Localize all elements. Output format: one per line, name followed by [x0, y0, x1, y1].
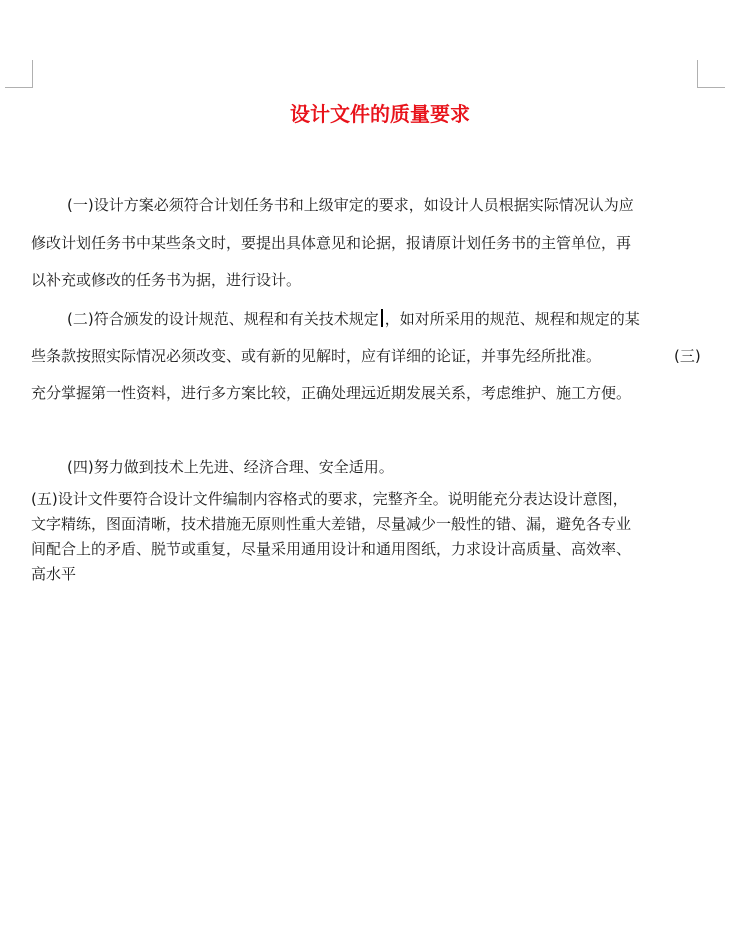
paragraph-2-line-1-text-a: (二)符合颁发的设计规范、规程和有关技术规定 [67, 310, 379, 328]
paragraph-1-line-1: (一)设计方案必须符合计划任务书和上级审定的要求，如设计人员根据实际情况认为应 [67, 196, 634, 214]
paragraph-5-line-2: 文字精练，图面清晰，技术措施无原则性重大差错，尽量减少一般性的错、漏，避免各专业 [31, 515, 632, 533]
paragraph-2-line-1-text-b: ，如对所采用的规范、规程和规定的某 [384, 310, 640, 328]
paragraph-2-line-1 [67, 308, 640, 329]
document-title: 设计文件的质量要求 [290, 102, 470, 126]
paragraph-3-line: 充分掌握第一性资料，进行多方案比较，正确处理远近期发展关系，考虑维护、施工方便。 [31, 384, 632, 402]
paragraph-1-line-2: 修改计划任务书中某些条文时，要提出具体意见和论据，报请原计划任务书的主管单位，再 [31, 234, 632, 252]
paragraph-5-line-1: (五)设计文件要符合设计文件编制内容格式的要求，完整齐全。说明能充分表达设计意图， [31, 490, 628, 508]
text-cursor [381, 309, 383, 327]
paragraph-5-line-4: 高水平 [31, 565, 77, 583]
paragraph-5-line-3: 间配合上的矛盾、脱节或重复，尽量采用通用设计和通用图纸，力求设计高质量、高效率、 [31, 540, 632, 558]
paragraph-2-line-2: 些条款按照实际情况必须改变、或有新的见解时，应有详细的论证，并事先经所批准。 [31, 347, 602, 365]
page-corner-mark-top-left [5, 60, 33, 88]
paragraph-1-line-3: 以补充或修改的任务书为据，进行设计。 [31, 271, 302, 289]
paragraph-3-label: (三) [674, 347, 701, 365]
paragraph-4-line-1: (四)努力做到技术上先进、经济合理、安全适用。 [67, 458, 394, 476]
page-corner-mark-top-right [697, 60, 725, 88]
